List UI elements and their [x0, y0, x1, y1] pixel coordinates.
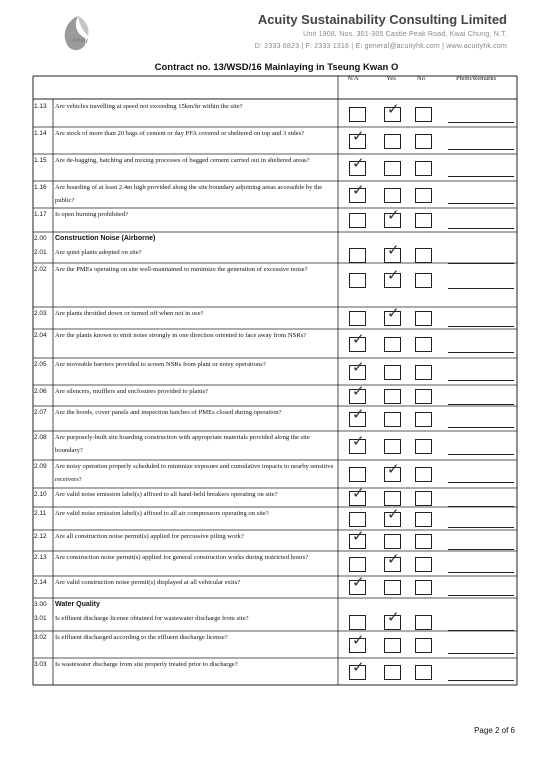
item-number: 1.17 — [34, 211, 47, 218]
item-number: 2.11 — [34, 510, 47, 517]
remarks-line[interactable] — [448, 572, 514, 573]
checkbox-na[interactable] — [349, 311, 366, 326]
check-mark-icon: ✓ — [352, 154, 365, 172]
check-mark-icon: ✓ — [387, 505, 400, 523]
check-mark-icon: ✓ — [352, 631, 365, 649]
question-text: Are quiet plants adopted on site? — [55, 249, 142, 256]
item-number: 2.10 — [34, 491, 47, 498]
column-header-no: No — [417, 75, 425, 82]
question-text: Are valid construction noise permit(s) displayed at all vehicular exits? — [55, 579, 241, 586]
remarks-line[interactable] — [448, 122, 514, 123]
company-name: Acuity Sustainability Consulting Limited — [257, 12, 507, 27]
remarks-line[interactable] — [448, 228, 514, 229]
remarks-line[interactable] — [448, 427, 514, 428]
checkbox-na[interactable] — [349, 213, 366, 228]
check-mark-icon: ✓ — [387, 266, 400, 284]
company-contact: D: 2333 6823 | F: 2333 1316 | E: general@acuityhk.com | www.acuityhk.com — [254, 43, 507, 50]
item-number: 2.09 — [34, 463, 47, 470]
checkbox-no[interactable] — [415, 665, 432, 680]
checkbox-no[interactable] — [415, 557, 432, 572]
question-text: Are noisy operation properly scheduled to minimize exposure and cumulative impacts to nearby sensitive receivers? — [55, 463, 334, 483]
checkbox-na[interactable] — [349, 248, 366, 263]
checkbox-no[interactable] — [415, 412, 432, 427]
checkbox-na[interactable] — [349, 557, 366, 572]
checkbox-no[interactable] — [415, 439, 432, 454]
question-text: Are valid noise emission label(s) affixed to all hand-held breakers operating on site? — [55, 491, 278, 498]
checkbox-no[interactable] — [415, 337, 432, 352]
checkbox-yes[interactable] — [384, 665, 401, 680]
check-mark-icon: ✓ — [352, 382, 365, 400]
checkbox-yes[interactable] — [384, 188, 401, 203]
item-number: 2.00 — [34, 235, 47, 242]
item-number: 3.03 — [34, 661, 47, 668]
remarks-line[interactable] — [448, 288, 514, 289]
column-header-yes: Yes — [386, 75, 396, 82]
item-number: 1.14 — [34, 130, 47, 137]
check-mark-icon: ✓ — [352, 527, 365, 545]
check-mark-icon: ✓ — [387, 550, 400, 568]
remarks-line[interactable] — [448, 595, 514, 596]
checkbox-no[interactable] — [415, 107, 432, 122]
checkbox-yes[interactable] — [384, 134, 401, 149]
item-number: 2.12 — [34, 533, 47, 540]
item-number: 2.02 — [34, 266, 47, 273]
question-text: Is open burning prohibited? — [55, 211, 129, 218]
checkbox-no[interactable] — [415, 188, 432, 203]
check-mark-icon: ✓ — [387, 460, 400, 478]
question-text: Are purposely-built site hoarding construction with appropriate materials provided along the site boundary? — [55, 434, 310, 454]
check-mark-icon: ✓ — [352, 181, 365, 199]
checkbox-no[interactable] — [415, 389, 432, 404]
checkbox-no[interactable] — [415, 580, 432, 595]
question-text: Is effluent discharge license obtained for wastewater discharge from site? — [55, 615, 249, 622]
question-text: Are moveable barriers provided to screen NSRs from plant or noisy operations? — [55, 361, 266, 368]
check-mark-icon: ✓ — [352, 573, 365, 591]
remarks-line[interactable] — [448, 680, 514, 681]
question-text: Is effluent discharged according to the effluent discharge license? — [55, 634, 228, 641]
remarks-line[interactable] — [448, 149, 514, 150]
checkbox-no[interactable] — [415, 467, 432, 482]
remarks-line[interactable] — [448, 454, 514, 455]
page-number: Page 2 of 6 — [474, 726, 515, 735]
question-text: Are silencers, mufflers and enclosures provided to plants? — [55, 388, 208, 395]
section-title: Construction Noise (Airborne) — [55, 235, 156, 242]
check-mark-icon: ✓ — [352, 358, 365, 376]
checkbox-yes[interactable] — [384, 439, 401, 454]
question-text: Are plants throttled down or turned off when not in use? — [55, 310, 204, 317]
checkbox-yes[interactable] — [384, 161, 401, 176]
remarks-line[interactable] — [448, 653, 514, 654]
checkbox-no[interactable] — [415, 248, 432, 263]
checkbox-yes[interactable] — [384, 365, 401, 380]
item-number: 3.00 — [34, 601, 47, 608]
check-mark-icon: ✓ — [352, 127, 365, 145]
question-text: Is wastewater discharge from site properly treated prior to discharge? — [55, 661, 238, 668]
checkbox-na[interactable] — [349, 615, 366, 630]
checkbox-na[interactable] — [349, 512, 366, 527]
checkbox-no[interactable] — [415, 638, 432, 653]
question-text: Are vehicles travelling at speed not exceeding 15km/hr within the site? — [55, 103, 243, 110]
remarks-line[interactable] — [448, 527, 514, 528]
item-number: 2.13 — [34, 554, 47, 561]
checkbox-yes[interactable] — [384, 534, 401, 549]
check-mark-icon: ✓ — [387, 304, 400, 322]
question-text: Are construction noise permit(s) applied for general construction works during restricted hours? — [55, 554, 309, 561]
checkbox-no[interactable] — [415, 534, 432, 549]
checkbox-yes[interactable] — [384, 389, 401, 404]
checkbox-no[interactable] — [415, 615, 432, 630]
checkbox-yes[interactable] — [384, 491, 401, 506]
check-mark-icon: ✓ — [387, 100, 400, 118]
checkbox-yes[interactable] — [384, 412, 401, 427]
section-title: Water Quality — [55, 601, 100, 608]
check-mark-icon: ✓ — [387, 206, 400, 224]
remarks-line[interactable] — [448, 176, 514, 177]
check-mark-icon: ✓ — [352, 330, 365, 348]
remarks-line[interactable] — [448, 506, 514, 507]
check-mark-icon: ✓ — [387, 608, 400, 626]
column-header-na: N/A — [347, 75, 359, 82]
remarks-line[interactable] — [448, 482, 514, 483]
checkbox-yes[interactable] — [384, 580, 401, 595]
checkbox-yes[interactable] — [384, 638, 401, 653]
company-address: Unit 1908, Nos. 301-305 Castle Peak Road, Kwai Chung, N.T. — [303, 31, 507, 38]
item-number: 2.04 — [34, 332, 47, 339]
item-number: 2.07 — [34, 409, 47, 416]
check-mark-icon: ✓ — [352, 484, 365, 502]
remarks-line[interactable] — [448, 326, 514, 327]
check-mark-icon: ✓ — [352, 658, 365, 676]
check-mark-icon: ✓ — [387, 241, 400, 259]
column-header-remarks: Photo/Remarks — [455, 75, 497, 82]
item-number: 2.08 — [34, 434, 47, 441]
remarks-line[interactable] — [448, 630, 514, 631]
item-number: 2.01 — [34, 249, 47, 256]
question-text: Are de-bagging, batching and mixing processes of bagged cement carried out in sheltered areas? — [55, 157, 310, 164]
checkbox-no[interactable] — [415, 512, 432, 527]
remarks-line[interactable] — [448, 380, 514, 381]
remarks-line[interactable] — [448, 404, 514, 405]
item-number: 2.03 — [34, 310, 47, 317]
checkbox-no[interactable] — [415, 134, 432, 149]
checkbox-na[interactable] — [349, 467, 366, 482]
question-text: Are the plants known to emit noise strongly in one direction oriented to face away from NSRs? — [55, 332, 307, 339]
question-text: Are hoarding of at least 2.4m high provided along the site boundary adjoining areas accessible by the public? — [55, 184, 323, 204]
question-text: Are stock of more than 20 bags of cement or day PFA covered or sheltered on top and 3 sides? — [55, 130, 305, 137]
checkbox-no[interactable] — [415, 273, 432, 288]
item-number: 1.16 — [34, 184, 47, 191]
checkbox-na[interactable] — [349, 107, 366, 122]
question-text: Are the PMEs operating on site well-maintained to minimize the generation of excessive noise? — [55, 266, 308, 273]
item-number: 1.13 — [34, 103, 47, 110]
question-text: Are the hoods, cover panels and inspection hatches of PMEs closed during operation? — [55, 409, 282, 416]
item-number: 3.02 — [34, 634, 47, 641]
remarks-line[interactable] — [448, 352, 514, 353]
logo-text: Acuity — [71, 38, 89, 44]
checkbox-no[interactable] — [415, 491, 432, 506]
checkbox-na[interactable] — [349, 273, 366, 288]
document-title: Contract no. 13/WSD/16 Mainlaying in Tseung Kwan O — [154, 62, 399, 73]
remarks-line[interactable] — [448, 263, 514, 264]
checkbox-no[interactable] — [415, 365, 432, 380]
checkbox-no[interactable] — [415, 161, 432, 176]
remarks-line[interactable] — [448, 549, 514, 550]
item-number: 2.06 — [34, 388, 47, 395]
checkbox-no[interactable] — [415, 213, 432, 228]
check-mark-icon: ✓ — [352, 432, 365, 450]
checkbox-yes[interactable] — [384, 337, 401, 352]
check-mark-icon: ✓ — [352, 405, 365, 423]
item-number: 2.05 — [34, 361, 47, 368]
item-number: 2.14 — [34, 579, 47, 586]
question-text: Are all construction noise permit(s) applied for percussive piling work? — [55, 533, 244, 540]
item-number: 3.01 — [34, 615, 47, 622]
question-text: Are valid noise emission label(s) affixed to all air compressors operating on site? — [55, 510, 269, 517]
checkbox-no[interactable] — [415, 311, 432, 326]
remarks-line[interactable] — [448, 203, 514, 204]
item-number: 1.15 — [34, 157, 47, 164]
